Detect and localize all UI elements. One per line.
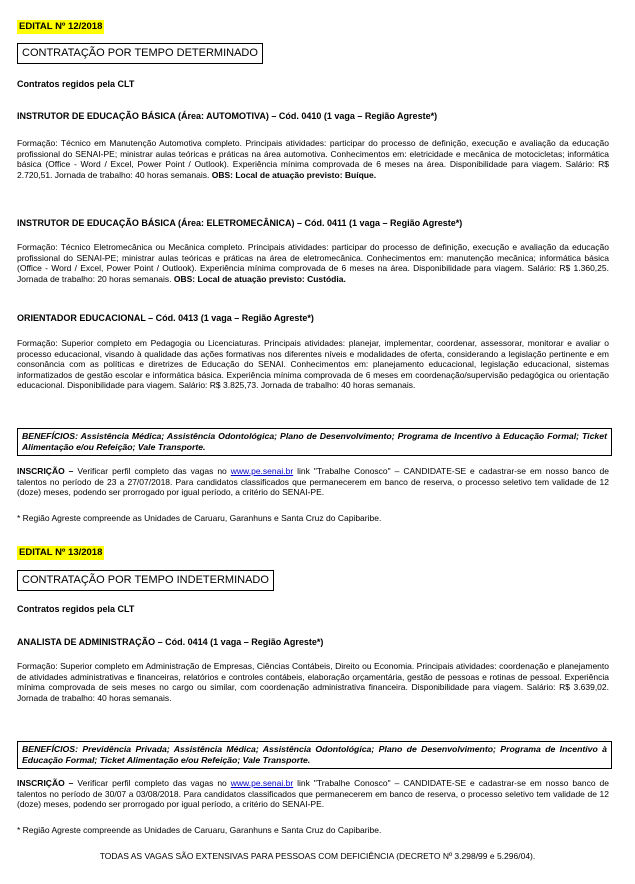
footnote: * Região Agreste compreende as Unidades de Caruaru, Garanhuns e Santa Cruz do Capibaribe. [17,513,382,523]
inscricao-label: INSCRIÇÃO – [17,466,74,476]
inscricao-text: link "Trabalhe Conosco" – CANDIDATE-SE e cadastrar-se em nosso banco de talentos no período de 23 a 27/07/2018. Para candidatos classificados que permanecerem em banco de reserva, o processo seletivo tem validade de 12 (doze) meses, podendo ser prorrogado por igual período, a critério do SENAI-PE. [17,466,610,498]
edital-12-label: EDITAL Nº 12/2018 [19,21,103,32]
job-description [17,138,609,180]
final-note: TODAS AS VAGAS SÃO EXTENSIVAS PARA PESSOAS COM DEFICIÊNCIA (DECRETO Nº 3.298/99 e 5.296/04). [99,851,536,861]
contract-type-box: CONTRATAÇÃO POR TEMPO INDETERMINADO [17,570,274,591]
job-title: ORIENTADOR EDUCACIONAL – Cód. 0413 (1 vaga – Região Agreste*) [17,313,314,323]
job-title: ANALISTA DE ADMINISTRAÇÃO – Cód. 0414 (1 vaga – Região Agreste*) [17,637,324,647]
footnote: * Região Agreste compreende as Unidades de Caruaru, Garanhuns e Santa Cruz do Capibaribe. [17,825,382,835]
job-description [17,661,609,703]
edital-13-label: EDITAL Nº 13/2018 [19,547,103,558]
job-description [17,338,609,391]
senai-link[interactable]: www.pe.senai.br [230,466,294,476]
job-description-text: Formação: Técnico em Manutenção Automotiva completo. Principais atividades: participar do processo de definição, execução e avaliação da educação profissional do SENAI-PE; ministrar aulas teóricas e práticas na área automotiva. Conhecimentos em: eletricidade e mecânica de motocicletas; informática básica (Office - Word / Excel, Power Point / Outlook). Experiência mínima comprovada de 6 meses na área. Disponibilidade para viagem. Salário: R$ 2.720,51. Jornada de trabalho: 40 horas semanais. [17,138,609,180]
inscricao-text: Verificar perfil completo das vagas no [73,466,231,476]
inscricao-label: INSCRIÇÃO – [17,778,74,788]
inscricao-text: Verificar perfil completo das vagas no [73,778,231,788]
inscricao-text: link "Trabalhe Conosco" – CANDIDATE-SE e cadastrar-se em nosso banco de talentos no período de 30/07 a 03/08/2018. Para candidatos classificados que permanecerem em banco de reserva, o processo seletivo tem validade de 12 (doze) meses, podendo ser prorrogado por igual período, a critério do SENAI-PE. [17,778,610,810]
job-obs: OBS: Local de atuação previsto: Buíque. [211,169,377,180]
inscricao-paragraph [17,466,609,498]
job-title: INSTRUTOR DE EDUCAÇÃO BÁSICA (Área: ELETROMECÂNICA) – Cód. 0411 (1 vaga – Região Agreste*) [17,218,463,228]
benefits-box: BENEFÍCIOS: Assistência Médica; Assistência Odontológica; Plano de Desenvolvimento; Programa de Incentivo à Educação Formal; Ticket Alimentação e/ou Refeição; Vale Transporte. [17,428,612,456]
job-description-text: Formação: Técnico Eletromecânica ou Mecânica completo. Principais atividades: participar do processo de definição, execução e avaliação da educação profissional do SENAI-PE; ministrar aulas teóricas e práticas na área de eletromecânica. Conhecimentos em: manutenção mecânica; informática básica (Office - Word / Excel, Power Point / Outlook). Experiência mínima comprovada de 6 meses na área. Disponibilidade para viagem. Salário: R$ 1.360,25. Jornada de trabalho: 20 horas semanais. [17,242,609,284]
contract-type-box: CONTRATAÇÃO POR TEMPO DETERMINADO [17,43,263,64]
inscricao-paragraph [17,778,609,810]
regime-label: Contratos regidos pela CLT [17,79,135,89]
job-description [17,242,609,284]
job-description-text: Formação: Superior completo em Administração de Empresas, Ciências Contábeis, Direito ou Economia. Principais atividades: coordenação e planejamento de atividades administrativas e financeiras, relatórios e controles contábeis, elaboração orçamentária, gestão de pessoas e rotinas de pessoal. Experiência mínima comprovada de seis meses no cargo ou similar, com coordenação administrativa financeira. Disponibilidade para viagem. Salário: R$ 3.639,02. Jornada de trabalho: 40 horas semanais. [17,661,609,703]
benefits-box: BENEFÍCIOS: Previdência Privada; Assistência Médica; Assistência Odontológica; Plano de Desenvolvimento; Programa de Incentivo à Educação Formal; Ticket Alimentação e/ou Refeição; Vale Transporte. [17,741,612,769]
job-description-text: Formação: Superior completo em Pedagogia ou Licenciaturas. Principais atividades: planejar, implementar, coordenar, assessorar, monitorar e avaliar o processo educacional, visando à qualidade das ações formativas nos diferentes níveis e modalidades de oferta, considerando a legislação pertinente e em consonância com as políticas e diretrizes de Educação do SENAI. Conhecimentos em: planejamento educacional, legislação educacional, sistemas informatizados de gestão escolar e informática básica. Experiência mínima comprovada de 6 meses em coordenação/supervisão pedagógica ou orientação educacional. Disponibilidade para viagem. Salário: R$ 3.825,73. Jornada de trabalho: 40 horas semanais. [17,338,609,391]
job-obs: OBS: Local de atuação previsto: Custódia. [173,273,346,284]
job-title: INSTRUTOR DE EDUCAÇÃO BÁSICA (Área: AUTOMOTIVA) – Cód. 0410 (1 vaga – Região Agreste*) [17,111,438,121]
senai-link[interactable]: www.pe.senai.br [230,778,294,788]
regime-label: Contratos regidos pela CLT [17,604,135,614]
